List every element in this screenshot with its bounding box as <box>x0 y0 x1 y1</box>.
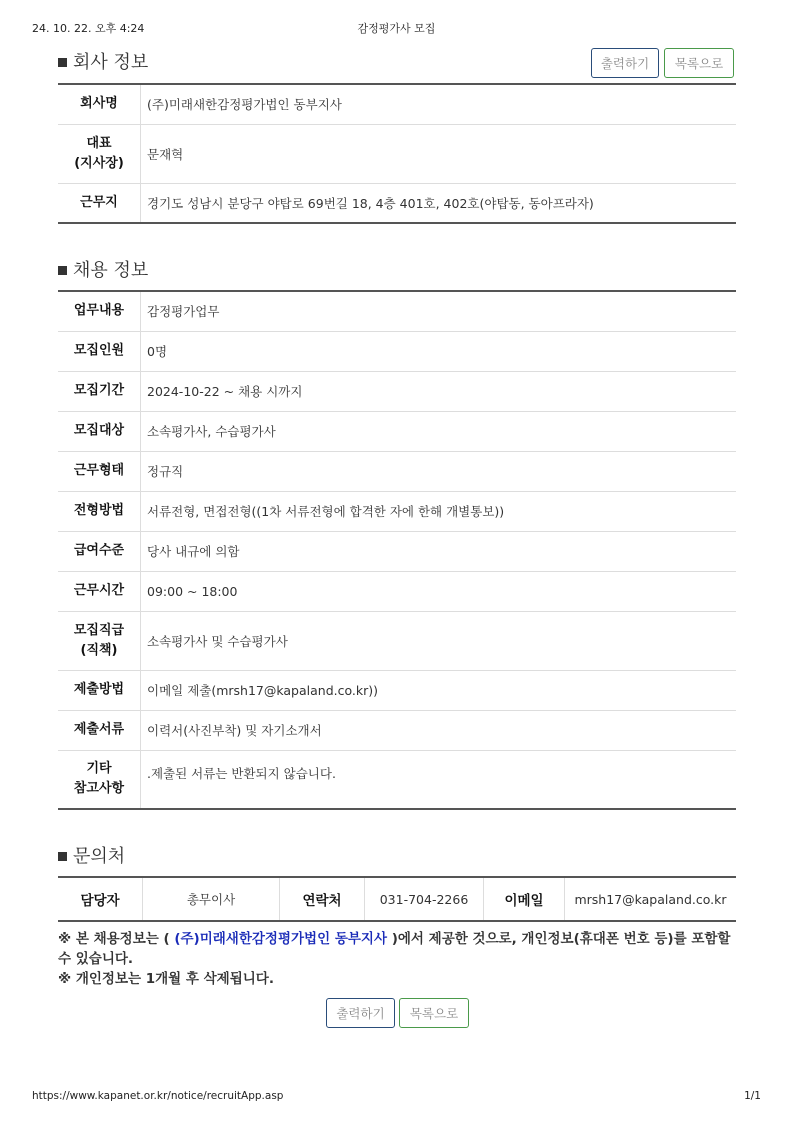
label-period: 모집기간 <box>58 371 141 411</box>
value-manager: 총무이사 <box>143 877 280 921</box>
list-button-top[interactable]: 목록으로 <box>664 48 734 78</box>
label-employment-type: 근무형태 <box>58 451 141 491</box>
table-row <box>58 611 736 670</box>
value-email: mrsh17@kapaland.co.kr <box>574 891 727 907</box>
company-info-table <box>58 83 736 224</box>
table-row <box>58 710 736 750</box>
value-salary: 당사 내규에 의함 <box>141 531 737 571</box>
label-email: 이메일 <box>484 877 565 921</box>
section-title-company <box>58 48 148 74</box>
label-company-name: 회사명 <box>58 84 141 124</box>
table-row <box>58 571 736 611</box>
square-bullet-icon <box>58 266 67 275</box>
value-selection-method: 서류전형, 면접전형((1차 서류전형에 합격한 자에 한해 개별통보)) <box>141 491 737 531</box>
section-title-label: 채용 정보 <box>73 260 149 281</box>
footer-url: https://www.kapanet.or.kr/notice/recruitApp.asp <box>32 1090 284 1102</box>
value-job-description: 감정평가업무 <box>141 291 737 331</box>
section-title-contact <box>58 842 125 868</box>
value-documents: 이력서(사진부착) 및 자기소개서 <box>141 710 737 750</box>
print-datetime: 24. 10. 22. 오후 4:24 <box>32 22 145 35</box>
value-target: 소속평가사, 수습평가사 <box>141 411 737 451</box>
label-headcount: 모집인원 <box>58 331 141 371</box>
notice-text <box>58 929 738 989</box>
page-number: 1/1 <box>744 1090 761 1102</box>
value-employment-type: 정규직 <box>141 451 737 491</box>
label-documents: 제출서류 <box>58 710 141 750</box>
value-work-location: 경기도 성남시 분당구 야탑로 69번길 18, 4층 401호, 402호(야탑동, 동아프라자) <box>147 195 594 211</box>
section-title-recruit <box>58 256 148 282</box>
value-company-name: (주)미래새한감정평가법인 동부지사 <box>141 84 737 124</box>
label-work-hours: 근무시간 <box>58 571 141 611</box>
table-row <box>58 411 736 451</box>
value-submission-method: 이메일 제출(mrsh17@kapaland.co.kr)) <box>141 670 737 710</box>
value-work-hours: 09:00 ~ 18:00 <box>141 571 737 611</box>
label-job-description: 업무내용 <box>58 291 141 331</box>
table-row <box>58 84 736 124</box>
label-position: 모집직급 (직책) <box>58 611 141 670</box>
notice-suffix: )에서 제공한 것으로, 개인정보(휴대폰 번호 등)를 포함할 수 있습니다. <box>58 931 731 967</box>
label-work-location: 근무지 <box>58 183 141 223</box>
label-representative: 대표 (지사장) <box>58 124 141 183</box>
list-button-bottom[interactable]: 목록으로 <box>399 998 469 1028</box>
notice-prefix: ※ 본 채용정보는 ( <box>58 931 175 947</box>
table-row <box>58 491 736 531</box>
label-phone: 연락처 <box>280 877 365 921</box>
square-bullet-icon <box>58 58 67 67</box>
table-row <box>58 670 736 710</box>
table-row <box>58 371 736 411</box>
label-salary: 급여수준 <box>58 531 141 571</box>
notice-company-name: (주)미래새한감정평가법인 동부지사 <box>174 931 387 947</box>
table-row <box>58 531 736 571</box>
print-button-top[interactable]: 출력하기 <box>591 48 659 78</box>
value-notes: .제출된 서류는 반환되지 않습니다. <box>147 765 336 781</box>
print-button-bottom[interactable]: 출력하기 <box>326 998 395 1028</box>
square-bullet-icon <box>58 852 67 861</box>
label-target: 모집대상 <box>58 411 141 451</box>
value-representative: 문재혁 <box>141 124 737 183</box>
value-headcount: 0명 <box>141 331 737 371</box>
table-row <box>58 183 736 223</box>
notice-line-2: ※ 개인정보는 1개월 후 삭제됩니다. <box>58 971 274 987</box>
value-position: 소속평가사 및 수습평가사 <box>141 611 737 670</box>
value-phone: 031-704-2266 <box>365 877 484 921</box>
section-title-label: 문의처 <box>73 846 126 867</box>
contact-table <box>58 876 736 922</box>
section-title-label: 회사 정보 <box>73 52 149 73</box>
table-row <box>58 124 736 183</box>
notice-line-1 <box>58 929 738 969</box>
label-notes: 기타 참고사항 <box>58 750 141 809</box>
table-row <box>58 291 736 331</box>
label-selection-method: 전형방법 <box>58 491 141 531</box>
recruit-info-table <box>58 290 736 810</box>
table-row <box>58 451 736 491</box>
table-row <box>58 877 736 921</box>
page-title: 감정평가사 모집 <box>357 22 436 35</box>
table-row <box>58 750 736 809</box>
label-manager: 담당자 <box>58 877 143 921</box>
table-row <box>58 331 736 371</box>
label-submission-method: 제출방법 <box>58 670 141 710</box>
value-period: 2024-10-22 ~ 채용 시까지 <box>141 371 737 411</box>
